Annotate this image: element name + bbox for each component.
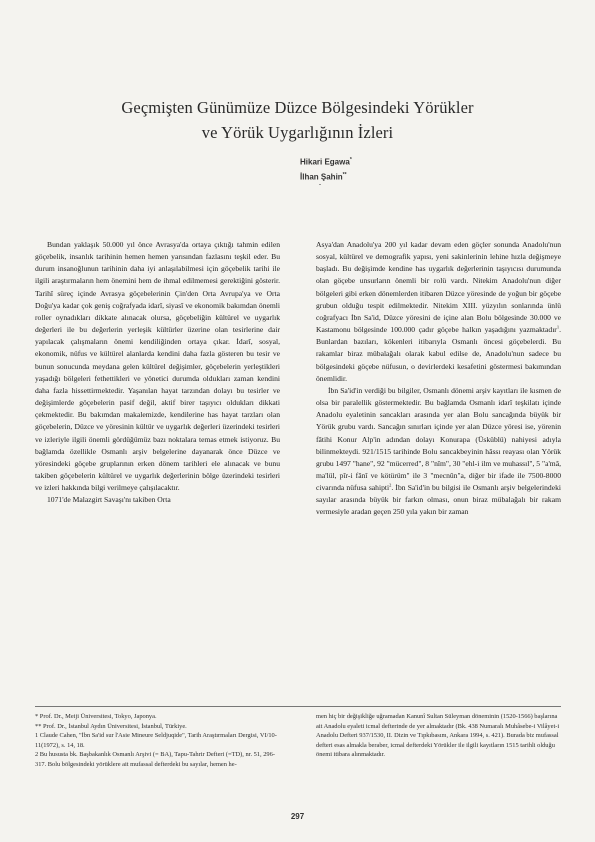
footnote-author-1: * Prof. Dr., Meiji Üniversitesi, Tokyo, Japonya. — [35, 713, 157, 720]
author-1-name: Hikari Egawa — [300, 157, 350, 167]
title-line-1: Geçmişten Günümüze Düzce Bölgesindeki Yörükler — [121, 98, 474, 117]
right-paragraph-2-text: İbn Sa'id'in verdiği bu bilgiler, Osmanlı dönemi arşiv kayıtları ile kısmen de olsa bir paralellik göstermektedir. Bu bağlamda Osmanlı idarî teşkilatı içinde Anadolu eyaletinin sancakları arasında yer alan Bolu sancağında büyük bir Yörük grubu vardı. Sancağın sınırları içinde yer alan Düzce yöresi ise, yörenin fâtihi Konur Alp'in adından dolayı Konurapa (Üsküblü) nahiyesi adıyla bilinmekteydi. 921/1515 tarihinde Bolu sancakbeyinin hâssı reayası olan Yörük grubu 1497 "hane", 92 "mücerred", 8 "nîm", 30 "ehl-i ilm ve muhassıl", 5 "a'mâ, ma'lül, pîr-i fânî ve kötürüm" ile 3 "mecnûn"a, diğer bir ifade ile 7500-8000 civarında nüfusa sahipti — [316, 385, 561, 493]
footnotes-right — [316, 712, 561, 760]
footnotes-left — [35, 712, 280, 770]
right-paragraph-1-text: Asya'dan Anadolu'ya 200 yıl kadar devam eden göçler sonunda Anadolu'nun sosyal, kültürel ve demografik yapısı, yeni sakinlerinin lehine hızla değişmeye başladı. Bu değişimde kendine has uygarlık değerlerinin taşıyıcısı durumunda olan göçebe unsurların önemli bir rolü vardı. Nitekim Anadolu'nun diğer bölgeleri gibi erken dönemlerden itibaren Düzce yöresinde de yoğun bir göçebe grubun olduğu tespit edilmektedir. Nitekim XIII. yüzyılın sonlarında ünlü coğrafyacı İbn Sa'id, Düzce yöresini de içine alan Bolu bölgesinde 30.000 ve Kastamonu bölgesinde 100.000 çadır göçebe halkın yaşadığını yazmaktadır — [316, 240, 561, 335]
page-number: 297 — [290, 812, 305, 821]
right-paragraph-2: İbn Sa'id'in verdiği bu bilgiler, Osmanlı dönemi arşiv kayıtları ile kısmen de olsa bir paralellik göstermektedir. Bu bağlamda Osmanlı idarî teşkilatı içinde Anadolu eyaletinin sancakları arasında yer alan Bolu sancağında büyük bir Yörük grubu vardı. Sancağın sınırları içinde yer alan Düzce yöresi ise, yörenin fâtihi Konur Alp'in adından dolayı Konurapa (Üsküblü) nahiyesi adıyla bilinmekteydi. 921/1515 tarihinde Bolu sancakbeyinin hâssı reayası olan Yörük grubu 1497 "hane", 92 "mücerred", 8 "nîm", 30 "ehl-i ilm ve muhassıl", 5 "a'mâ, ma'lül, pîr-i fânî ve kötürüm" ile 3 "mecnûn"a, diğer bir ifade ile 7500-8000 civarında nüfusa sahipti$^2$. İbn Sa'id'in bu bilgisi ile Osmanlı arşiv belgelerindeki sayılar arasında büyük bir farkın olması, onun biraz mübalağalı bir rakam vermesiyle aradan geçen 250 yıla yakın bir zaman — [316, 385, 562, 517]
author-2-mark: ** — [342, 171, 347, 178]
article-title — [0, 95, 595, 145]
footnote-2-continued: men hiç bir değişikliğe uğramadan Kanunî Sultan Süleyman döneminin (1520-1566) başlarına ait Anadolu eyaleti icmal defterinde de yer almaktadır (Bk. 438 Numaralı Muhâsebe-i Vilâyet-i Anadolu Defteri 937/1530, II. Dizin ve Tıpkıbasım, Ankara 1994, s. 421). Burada biz mufassal defteri esas almakla beraber, icmal defterdeki Yörükler ile ilgili kayıtların 1515 tarihli olduğu önemi itibara alınmaktadır. — [316, 713, 560, 759]
author-1 — [300, 154, 420, 169]
author-block — [300, 154, 420, 183]
author-2 — [300, 169, 420, 184]
right-paragraph-1b-text: Bunlardan bazıları, kökenleri itibarıyla Osmanlı öncesi göçebelerdi. Bu rakamlar biraz mübalağalı olarak kabul edilse de, Anadolu'nun sadece bu bölgesindeki göçebe nüfusun, o devirlerdeki kesafetini göstermesi bakımından önemlidir. — [316, 337, 561, 383]
author-1-mark: * — [349, 157, 352, 163]
body-column-right — [316, 239, 561, 519]
footnote-2: 2 Bu hususta bk. Başbakanlık Osmanlı Arşivi (= BA), Tapu-Tahrir Defteri (=TD), nr. 51, 296-317. Bolu bölgesindeki yörüklere ait mufassal defterdeki bu sayılar, hemen he- — [35, 751, 275, 768]
right-paragraph-1: Asya'dan Anadolu'ya 200 yıl kadar devam eden göçler sonunda Anadolu'nun sosyal, kültürel ve demografik yapısı, yeni sakinlerinin lehine hızla değişmeye başladı. Bu değişimde kendine has uygarlık değerlerinin taşıyıcısı durumunda olan göçebe unsurların önemli bir rolü vardı. Nitekim Anadolu'nun diğer bölgeleri gibi erken dönemlerden itibaren Düzce yöresinde de yoğun bir göçebe grubun olduğu tespit edilmektedir. Nitekim XIII. yüzyılın sonlarında ünlü coğrafyacı İbn Sa'id, Düzce yöresini de içine alan Bolu bölgesinde 30.000 ve Kastamonu bölgesinde 100.000 çadır göçebe halkın yaşadığını yazmaktadır$^1$. Bunlardan bazıları, kökenleri itibarıyla Osmanlı öncesi göçebelerdi. Bu rakamlar biraz mübalağalı olarak kabul edilse de, Anadolu'nun sadece bu bölgesindeki göçebe nüfusun, o devirlerdeki kesafetini göstermesi bakımından önemlidir. — [316, 240, 561, 383]
footnote-divider — [35, 706, 561, 707]
left-paragraph-2: 1071'de Malazgirt Savaşı'nı takiben Orta — [47, 495, 171, 505]
right-paragraph-3-text: İbn Sa'id'in bu bilgisi ile Osmanlı arşiv belgelerindeki sayılar arasında büyük bir farkın olması, onun biraz mübalağalı bir rakam vermesiyle aradan geçen 250 yıla yakın bir zaman — [316, 483, 562, 517]
body-column-left — [35, 239, 280, 506]
footnote-1: 1 Claude Cahen, "İbn Sa'id sur l'Asie Mineure Seldjuqide", Tarih Araştırmaları Dergisi, VI/10-11(1972), s. 14, 18. — [35, 732, 277, 749]
footnote-ref-1: 1 — [556, 324, 560, 330]
author-2-name: İlhan Şahin — [300, 172, 343, 182]
footnote-author-2: ** Prof. Dr., İstanbul Aydın Üniversitesi, İstanbul, Türkiye. — [35, 722, 187, 730]
left-paragraph-1: Bundan yaklaşık 50.000 yıl önce Avrasya'da ortaya çıktığı tahmin edilen göçebelik, insanlık tarihinin hemen hemen yarısından fazlasını teşkil eder. Bu durum insanoğlunun tarihinin daha iyi anlaşılabilmesi için göçebelik tarihi ile ilgili araştırmaların hem önemini hem de ihmal edilmemesi gerektiğini gösterir. Tarihî süreç içinde Avrasya göçebelerinin Çin'den Orta Avrupa'ya ve Orta Doğu'ya kadar çok geniş coğrafyada idarî, siyasî ve ekonomik bakımdan önemli roller oynadıkları dikkate alınacak olursa, göçebeliğin kültürel ve uygarlık değerleri ile bu değerlerin yerleşik kültürler üzerine olan tesirlerine dair yapılacak çalışmaların önemi kendiliğinden ortaya çıkar. İdarî, sosyal, ekonomik, nüfus ve kültürel alanlarda kendini daha fazla gösteren bu tesir ve bunun sonucunda meydana gelen kültürel değişimler, göçebelerin yerleştikleri yaşadığı bölgeleri fethettikleri ve yönetici durumda oldukları zaman kendini daha fazla hissettirmektedir. Yaşanılan hayat tarzından dolayı bu tesirler ve değişimlerde göçebelerin pasif değil, aktif birer taşıyıcı oldukları dikkati çekmektedir. Bu bakımdan makalemizde, kendilerine has hayat tarzları olan göçebelerin, Düzce ve yöresinin kültür ve uygarlık değerleri üzerindeki tesirleri ve izleriyle ilgili önemli gördüğümüz bazı noktalara temas etmek istiyoruz. Bu bağlamda özellikle Osmanlı arşiv belgelerine dayanarak önce Düzce ve yöresindeki göçebe gruplarının erken dönem tarihleri ele alınacak ve bunu takiben göçebelerin kültürel ve uygarlık değerlerinin bölge üzerindeki tesirleri ve izleri hakkında bilgi verilmeye çalışılacaktır. — [35, 240, 280, 493]
scan-speck — [319, 184, 321, 185]
footnote-ref-2: 2 — [389, 482, 392, 488]
title-line-2: ve Yörük Uygarlığının İzleri — [201, 123, 394, 142]
